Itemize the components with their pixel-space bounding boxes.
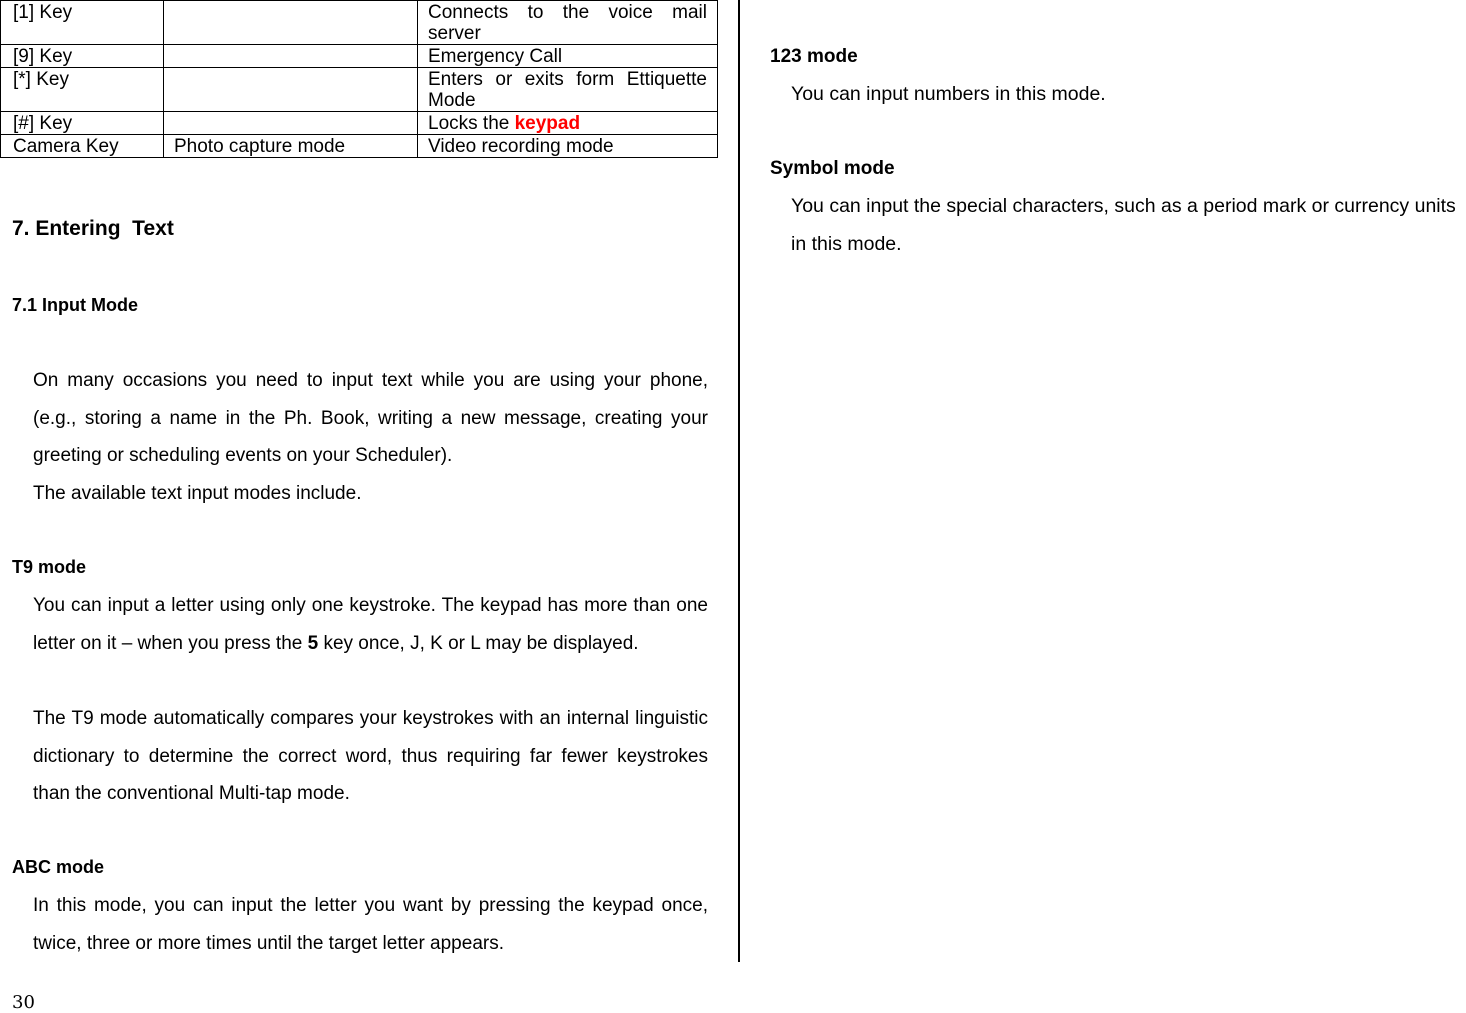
symbol-mode-title: Symbol mode bbox=[770, 158, 895, 179]
mode1-cell bbox=[164, 112, 418, 135]
table-row bbox=[1, 45, 718, 68]
intro-paragraph: On many occasions you need to input text while you are using your phone, (e.g., storing a name in the Ph. Book, writing a new message, creating your greeting or scheduling events on your Scheduler). bbox=[33, 370, 708, 467]
key-cell: [9] Key bbox=[1, 45, 164, 68]
mode1-cell bbox=[164, 45, 418, 68]
table-row bbox=[1, 68, 718, 112]
column-divider bbox=[738, 0, 740, 962]
mode1-cell bbox=[164, 1, 418, 45]
key-cell: [#] Key bbox=[1, 112, 164, 135]
123-paragraph: You can input numbers in this mode. bbox=[791, 83, 1106, 105]
intro-paragraph-2: The available text input modes include. bbox=[33, 483, 362, 504]
mode2-cell: Video recording mode bbox=[418, 135, 718, 158]
subsection-title: 7.1 Input Mode bbox=[12, 295, 138, 315]
t9-text-before: You can input a letter using only one keystroke. The keypad has more than one letter on it – when you press the bbox=[33, 595, 708, 654]
key-function-table bbox=[0, 0, 718, 158]
section-title: 7. Entering Text bbox=[12, 217, 174, 240]
mode2-cell: Emergency Call bbox=[418, 45, 718, 68]
mode1-cell bbox=[164, 68, 418, 112]
symbol-paragraph: You can input the special characters, such as a period mark or currency units in this mode. bbox=[791, 195, 1456, 255]
table-row bbox=[1, 135, 718, 158]
table-row bbox=[1, 1, 718, 45]
key-cell: [1] Key bbox=[1, 1, 164, 45]
t9-text-after: key once, J, K or L may be displayed. bbox=[318, 632, 639, 654]
highlighted-keyword: keypad bbox=[514, 113, 581, 134]
t9-paragraph-2: The T9 mode automatically compares your keystrokes with an internal linguistic dictionary to determine the correct word, thus requiring far fewer keystrokes than the conventional Multi-tap mode. bbox=[33, 708, 708, 805]
123-mode-title: 123 mode bbox=[770, 46, 858, 67]
mode2-cell: Enters or exits form Ettiquette Mode bbox=[418, 68, 718, 112]
abc-paragraph: In this mode, you can input the letter you want by pressing the keypad once, twice, three or more times until the target letter appears. bbox=[33, 895, 708, 954]
mode2-text: Locks the bbox=[428, 113, 515, 134]
t9-mode-title: T9 mode bbox=[12, 557, 87, 577]
abc-mode-title: ABC mode bbox=[12, 857, 105, 877]
mode1-cell: Photo capture mode bbox=[164, 135, 418, 158]
key-five: 5 bbox=[307, 632, 319, 654]
mode2-cell bbox=[418, 112, 718, 135]
t9-paragraph bbox=[33, 587, 708, 662]
mode2-cell: Connects to the voice mail server bbox=[418, 1, 718, 45]
table-row bbox=[1, 112, 718, 135]
page-number: 30 bbox=[12, 992, 35, 1013]
key-cell: Camera Key bbox=[1, 135, 164, 158]
key-cell: [*] Key bbox=[1, 68, 164, 112]
